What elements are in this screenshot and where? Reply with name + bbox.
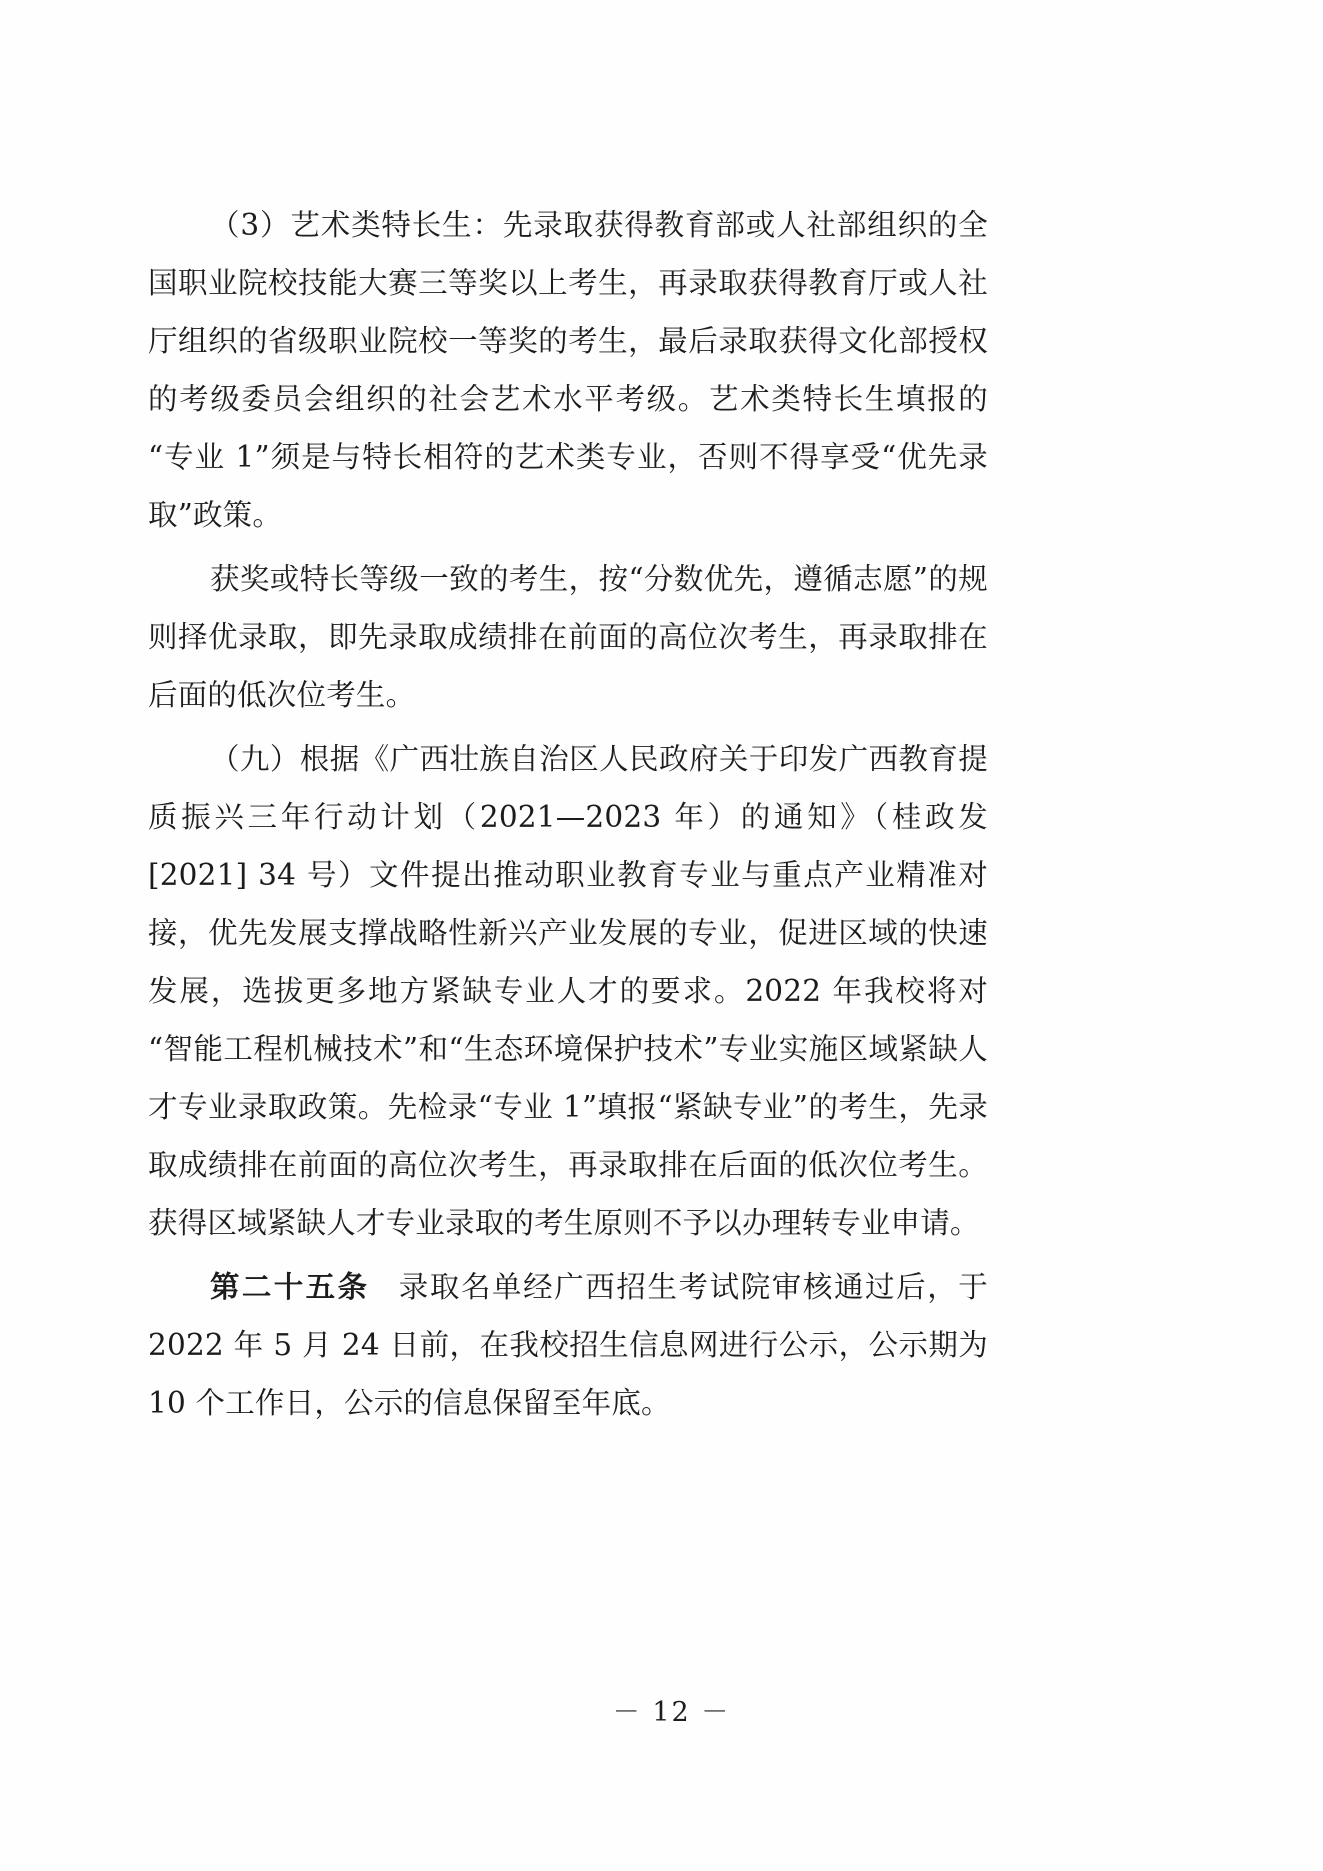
document-body — [148, 196, 988, 1438]
article-25-heading: 第二十五条 — [210, 1269, 370, 1304]
page-number: － 12 － — [612, 1697, 731, 1728]
paragraph-equal-level: 获奖或特长等级一致的考生，按“分数优先，遵循志愿”的规则择优录取，即先录取成绩排在前面的高位次考生，再录取排在后面的低次位考生。 — [148, 562, 988, 712]
paragraph-article-25 — [148, 1258, 988, 1432]
paragraph-art-talent: （3）艺术类特长生：先录取获得教育部或人社部组织的全国职业院校技能大赛三等奖以上考生，再录取获得教育厅或人社厅组织的省级职业院校一等奖的考生，最后录取获得文化部授权的考级委员会组织的社会艺术水平考级。艺术类特长生填报的“专业 1”须是与特长相符的艺术类专业，否则不得享受“优先录取”政策。 — [148, 208, 988, 532]
article-25-text: 录取名单经广西招生考试院审核通过后，于 2022 年 5 月 24 日前，在我校招生信息网进行公示，公示期为 10 个工作日，公示的信息保留至年底。 — [148, 1270, 988, 1420]
paragraph-item-nine: （九）根据《广西壮族自治区人民政府关于印发广西教育提质振兴三年行动计划（2021—2023 年）的通知》（桂政发 [2021] 34 号）文件提出推动职业教育专业与重点产业精准对接，优先发展支撑战略性新兴产业发展的专业，促进区域的快速发展，选拔更多地方紧缺专业人才的要求。2022 年我校将对“智能工程机械技术”和“生态环境保护技术”专业实施区域紧缺人才专业录取政策。先检录“专业 1”填报“紧缺专业”的考生，先录取成绩排在前面的高位次考生，再录取排在后面的低次位考生。获得区域紧缺人才专业录取的考生原则不予以办理转专业申请。 — [148, 742, 988, 1240]
